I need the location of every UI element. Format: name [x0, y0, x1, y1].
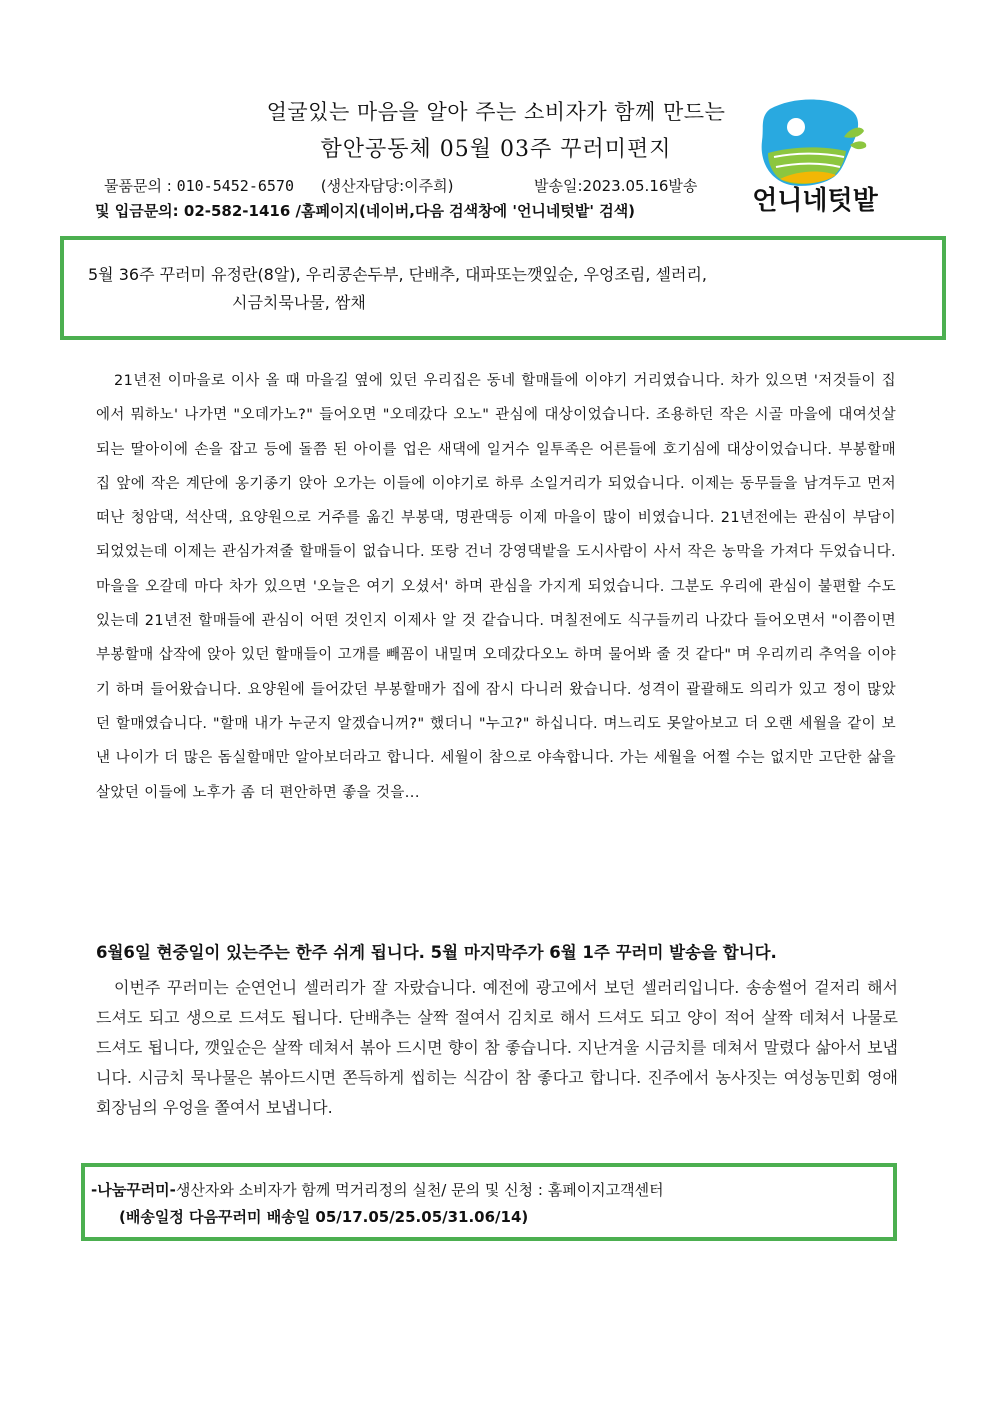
footer-box: [81, 1163, 897, 1241]
payment-contact-line: 및 입금문의: 02-582-1416 /홈페이지(네이버,다음 검색창에 '언니네텃밭' 검색): [95, 202, 636, 220]
farm-field-logo-icon: [740, 97, 890, 215]
contact-line: [104, 175, 698, 196]
footer-line: [91, 1179, 664, 1200]
delivery-schedule: (배송일정 다음꾸러미 배송일 05/17.05/25.05/31.06/14): [119, 1208, 529, 1226]
letter-subtitle: 얼굴있는 마음을 알아 주는 소비자가 함께 만드는: [266, 100, 726, 124]
items-line-2: 시금치묵나물, 쌈채: [232, 293, 366, 312]
logo-text: 언니네텃밭: [752, 186, 878, 215]
brand-logo: [740, 97, 890, 215]
footer-label: -나눔꾸러미-: [91, 1181, 176, 1199]
items-intro-paragraph: 이번주 꾸러미는 순연언니 셀러리가 잘 자랐습니다. 예전에 광고에서 보던 셀러리입니다. 송송썰어 겉저리 해서 드셔도 되고 생으로 드셔도 됩니다. 단배추는 살짝 절여서 김치로 해서 드셔도 되고 양이 적어 살짝 데쳐서 나물로 드셔도 됩니다, 깻잎순은 살짝 데쳐서 볶아 드시면 향이 참 좋습니다. 지난겨울 시금치를 데쳐서 말렸다 삶아서 보냅니다. 시금치 묵나물은 볶아드시면 쫀득하게 씹히는 식감이 참 좋다고 합니다. 진주에서 농사짓는 여성농민회 영애회장님의 우엉을 쫄여서 보냅니다.: [96, 978, 898, 1117]
letter-title: 함안공동체 05월 03주 꾸러미편지: [320, 137, 672, 162]
issue-date: 발송일:2023.05.16발송: [534, 177, 698, 195]
items-line-1: 5월 36주 꾸러미 유정란(8알), 우리콩손두부, 단배추, 대파또는깻잎순, 우엉조림, 셀러리,: [88, 265, 707, 284]
holiday-notice: 6월6일 현중일이 있는주는 한주 쉬게 됩니다. 5월 마지막주가 6월 1주 꾸러미 발송을 합니다.: [96, 943, 777, 962]
contact-phone: 010-5452-6570: [176, 177, 294, 195]
footer-text: 생산자와 소비자가 함께 먹거리정의 실천/ 문의 및 신청 : 홈페이지고객센터: [175, 1181, 664, 1199]
contact-label: 물품문의 :: [104, 177, 172, 195]
story-paragraph: 21년전 이마을로 이사 올 때 마을길 옆에 있던 우리집은 동네 할매들에 이야기 거리였습니다. 차가 있으면 '저것들이 집에서 뭐하노' 나가면 "오데가노?" 들어오면 "오데갔다 오노" 관심에 대상이었습니다. 조용하던 작은 시골 마을에 대여섯살 되는 딸아이에 손을 잡고 등에 돌쯤 된 아이를 업은 새댁에 일거수 일투족은 어른들에 호기심에 대상이었습니다. 부봉할매 집 앞에 작은 계단에 옹기종기 앉아 오가는 이들에 이야기로 하루 소일거리가 되었습니다. 이제는 동무들을 남겨두고 먼저 떠난 청암댁, 석산댁, 요양원으로 거주를 옮긴 부봉댁, 명관댁등 이제 마을이 많이 비였습니다. 21년전에는 관심이 부담이 되었었는데 이제는 관심가져줄 할매들이 없습니다. 또랑 건너 강영댁밭을 도시사람이 사서 작은 농막을 가져다 두었습니다. 마을을 오갈데 마다 차가 있으면 '오늘은 여기 오셨서' 하며 관심을 가지게 되었습니다. 그분도 우리에 관심이 불편할 수도 있는데 21년전 할매들에 관심이 어떤 것인지 이제사 알 것 같습니다. 며칠전에도 식구들끼리 나갔다 들어오면서 "이쯤이면 부봉할매 삽작에 앉아 있던 할매들이 고개를 빼꼼이 내밀며 오데갔다오노 하며 물어봐 줄 것 같다" 며 우리끼리 추억을 이야기 하며 들어왔습니다. 요양원에 들어갔던 부봉할매가 집에 잠시 다니러 왔습니다. 성격이 괄괄해도 의리가 있고 정이 많았던 할매였습니다. "할매 내가 누군지 알겠습니꺼?" 했더니 "누고?" 하십니다. 며느리도 못알아보고 더 오랜 세월을 같이 보낸 나이가 더 많은 돔실할매만 알아보더라고 합니다. 세월이 참으로 야속합니다. 가는 세월을 어쩔 수는 없지만 고단한 삶을 살았던 이들에 노후가 좀 더 편안하면 좋을 것을...: [96, 373, 896, 801]
items-box: [60, 236, 946, 340]
producer-contact: (생산자담당:이주희): [320, 177, 454, 195]
